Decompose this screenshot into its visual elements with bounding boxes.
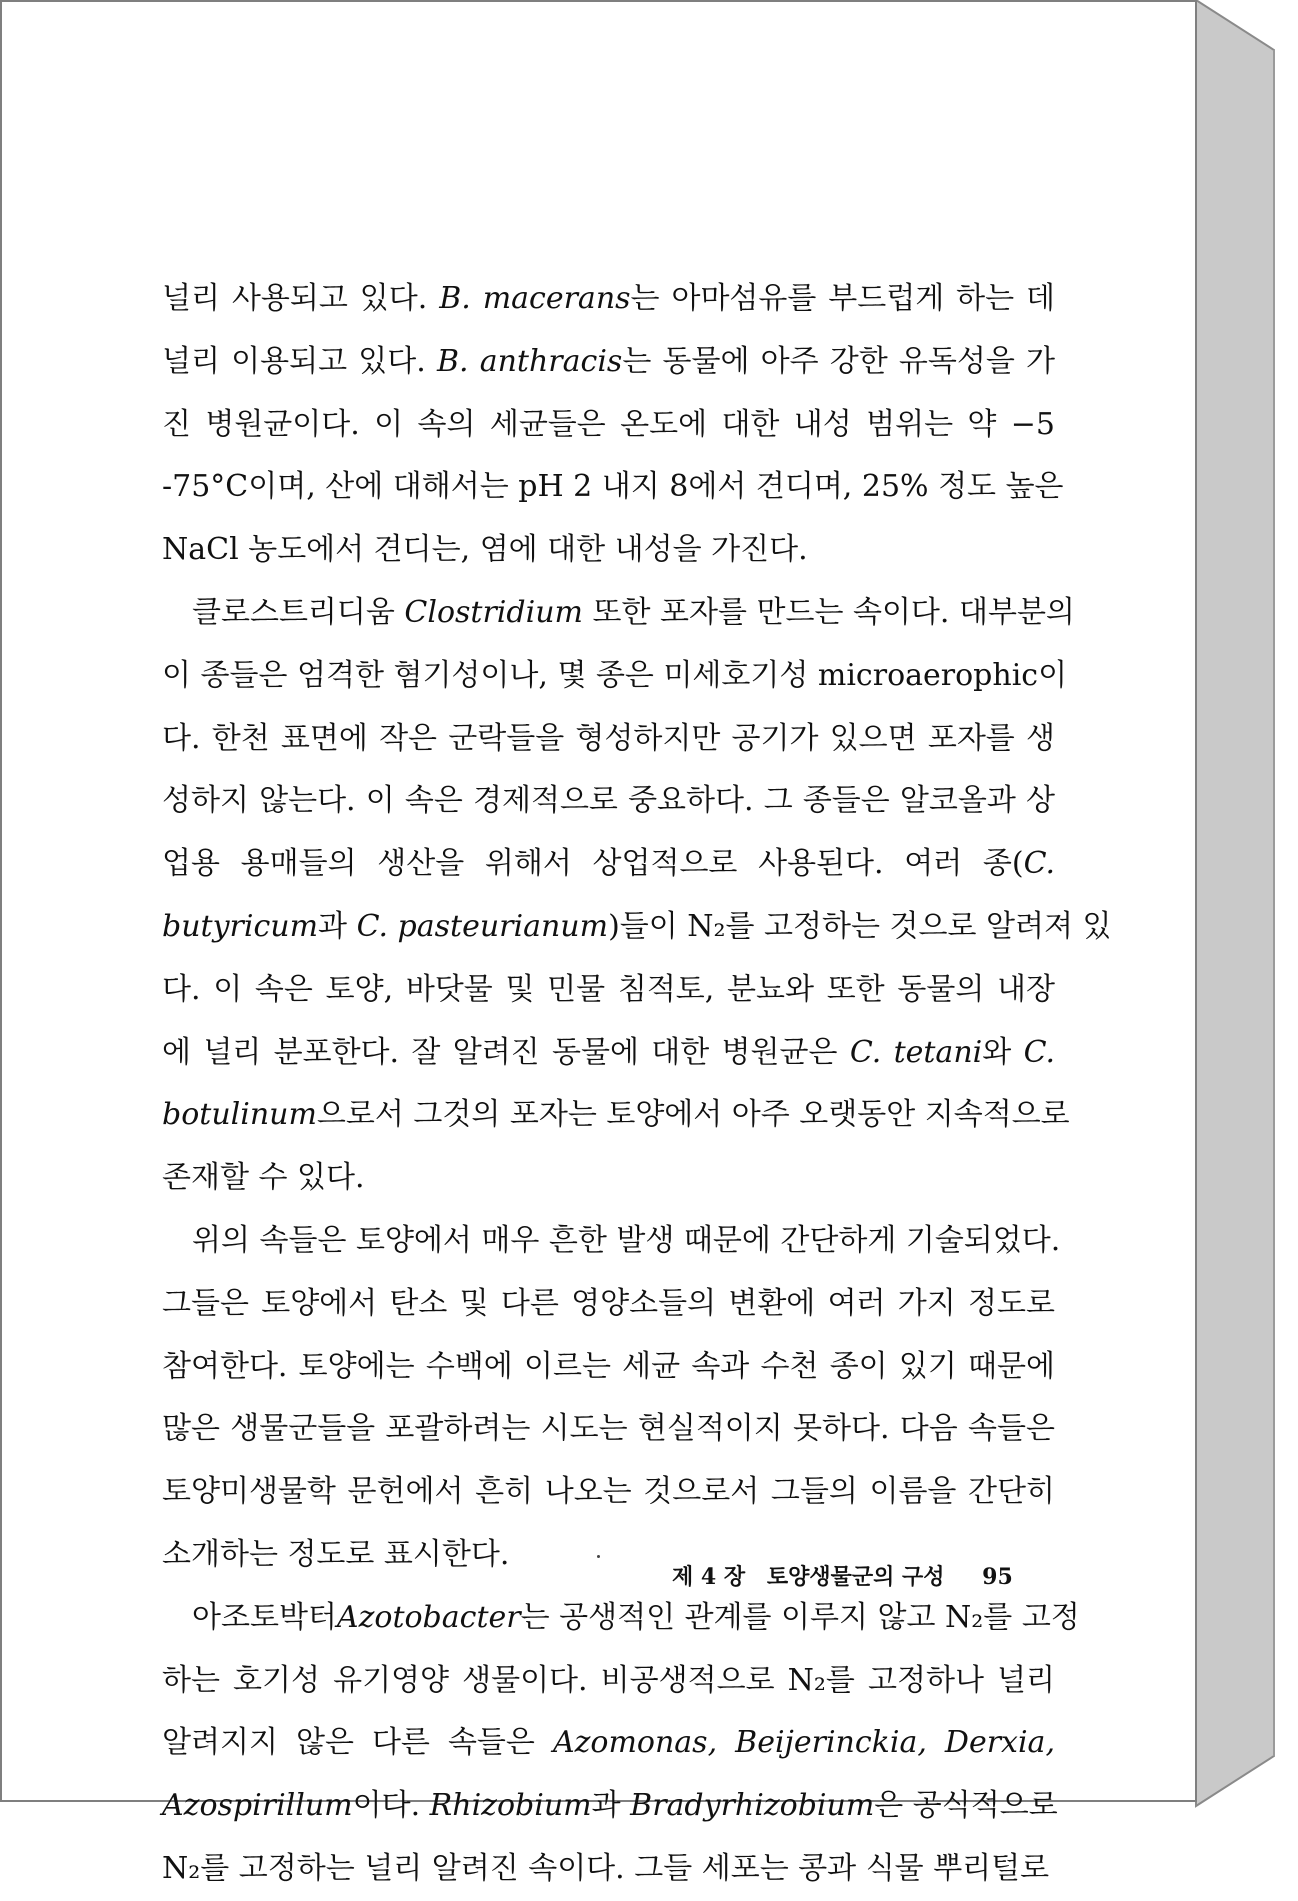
footer-chapter-title: 토양생물군의 구성: [766, 1564, 945, 1590]
text-line: [162, 1398, 1055, 1461]
text-line: [162, 456, 1064, 519]
italic-term: C.: [1023, 846, 1055, 882]
text-run: )들이 N₂를 고정하는 것으로 알려져 있: [608, 908, 1112, 944]
italic-term: B. anthracis: [436, 343, 623, 379]
text-line: [162, 1712, 1055, 1775]
text-run: 과: [591, 1788, 631, 1824]
italic-term: botulinum: [162, 1097, 317, 1133]
text-line: [162, 394, 1055, 457]
text-line: [162, 331, 1055, 394]
text-line: [162, 770, 1055, 833]
text-run: 참여한다. 토양에는 수백에 이르는 세균 속과 수천 종이 있기 때문에: [162, 1348, 1055, 1384]
book-spine-edge: [1196, 0, 1298, 1806]
text-line: [162, 582, 1075, 645]
text-line: [162, 1210, 1061, 1273]
text-run: 는 공생적인 관계를 이루지 않고 N₂를 고정: [520, 1599, 1080, 1635]
italic-term: C.: [1023, 1034, 1055, 1070]
text-run: 존재할 수 있다.: [162, 1160, 365, 1196]
text-run: -75°C이며, 산에 대해서는 pH 2 내지 8에서 견디며, 25% 정도 높은: [162, 469, 1064, 505]
text-run: 성하지 않는다. 이 속은 경제적으로 중요하다. 그 종들은 알코올과 상: [162, 783, 1055, 819]
text-run: 는 동물에 아주 강한 유독성을 가: [622, 343, 1055, 379]
italic-term: Azomonas, Beijerinckia, Derxia,: [552, 1725, 1055, 1761]
text-run: 업용 용매들의 생산을 위해서 상업적으로 사용된다. 여러 종(: [162, 846, 1024, 882]
text-line: [162, 896, 1112, 959]
italic-term: B. macerans: [439, 281, 631, 316]
text-line: [162, 708, 1055, 771]
text-run: 은 공식적으로: [874, 1788, 1058, 1824]
text-run: 하는 호기성 유기영양 생물이다. 비공생적으로 N₂를 고정하나 널리: [162, 1662, 1055, 1698]
text-run: 에 널리 분포한다. 잘 알려진 동물에 대한 병원균은: [162, 1034, 850, 1070]
italic-term: C. tetani: [849, 1034, 983, 1070]
text-run: 이 종들은 엄격한 혐기성이나, 몇 종은 미세호기성 microaerophic이: [162, 657, 1068, 693]
text-line: [162, 1084, 1070, 1147]
text-run: 많은 생물군들을 포괄하려는 시도는 현실적이지 못하다. 다음 속들은: [162, 1411, 1055, 1447]
footer-chapter-label: 제 4 장: [672, 1564, 746, 1590]
text-run: NaCl 농도에서 견디는, 염에 대한 내성을 가진다.: [162, 532, 808, 568]
text-line: [162, 1775, 1058, 1838]
text-line: [162, 1336, 1055, 1399]
text-line: [162, 519, 1055, 582]
print-speck: [597, 1555, 600, 1558]
text-run: 다. 한천 표면에 작은 군락들을 형성하지만 공기가 있으면 포자를 생: [162, 720, 1055, 756]
italic-term: Bradyrhizobium: [630, 1788, 875, 1824]
text-run: 위의 속들은 토양에서 매우 흔한 발생 때문에 간단하게 기술되었다.: [192, 1222, 1061, 1258]
text-line: [162, 1461, 1055, 1524]
text-line: [162, 268, 1055, 331]
text-run: 소개하는 정도로 표시한다.: [162, 1536, 510, 1572]
text-run: 와: [982, 1034, 1024, 1070]
text-line: [162, 1022, 1055, 1085]
text-run: 클로스트리디움: [192, 594, 405, 630]
text-run: 과: [318, 908, 357, 944]
italic-term: butyricum: [162, 908, 319, 944]
text-run: 이다.: [352, 1788, 430, 1824]
text-line: [162, 1838, 1055, 1901]
text-line: [162, 959, 1055, 1022]
text-run: N₂를 고정하는 널리 알려진 속이다. 그들 세포는 콩과 식물 뿌리털로: [162, 1850, 1050, 1886]
text-run: 토양미생물학 문헌에서 흔히 나오는 것으로서 그들의 이름을 간단히: [162, 1474, 1055, 1510]
text-line: [162, 1650, 1055, 1713]
text-run: 널리 이용되고 있다.: [162, 343, 437, 379]
text-run: 널리 사용되고 있다.: [162, 281, 440, 316]
text-run: 또한 포자를 만드는 속이다. 대부분의: [582, 594, 1075, 630]
running-footer: [672, 1560, 1032, 1600]
page-number: 95: [982, 1564, 1013, 1590]
text-line: [162, 1273, 1055, 1336]
text-run: 으로서 그것의 포자는 토양에서 아주 오랫동안 지속적으로: [316, 1097, 1070, 1133]
body-text: [162, 268, 1112, 1901]
text-run: 그들은 토양에서 탄소 및 다른 영양소들의 변환에 여러 가지 정도로: [162, 1285, 1055, 1321]
text-line: [162, 645, 1068, 708]
text-run: 아조토박터: [192, 1599, 337, 1635]
text-line: [162, 833, 1055, 896]
text-run: 알려지지 않은 다른 속들은: [162, 1725, 553, 1761]
italic-term: Clostridium: [404, 594, 583, 630]
text-run: 진 병원균이다. 이 속의 세균들은 온도에 대한 내성 범위는 약 −5: [162, 406, 1055, 442]
text-line: [162, 1147, 1055, 1210]
italic-term: Azotobacter: [336, 1599, 521, 1635]
text-run: 는 아마섬유를 부드럽게 하는 데: [630, 281, 1056, 316]
italic-term: Rhizobium: [429, 1788, 592, 1824]
italic-term: C. pasteurianum: [356, 908, 609, 944]
italic-term: Azospirillum: [162, 1788, 353, 1824]
text-run: 다. 이 속은 토양, 바닷물 및 민물 침적토, 분뇨와 또한 동물의 내장: [162, 971, 1055, 1007]
